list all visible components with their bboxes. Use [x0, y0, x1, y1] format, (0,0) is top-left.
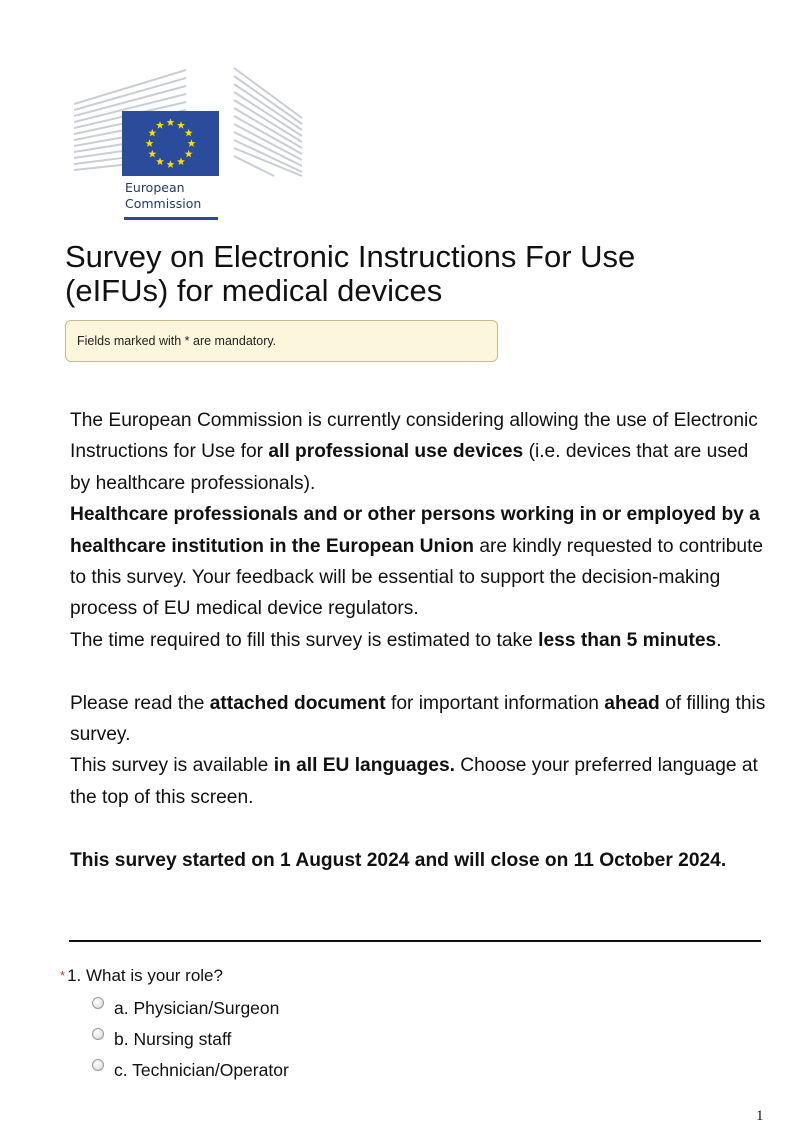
intro-paragraph-1	[70, 405, 770, 499]
option-nursing-staff[interactable]	[92, 1023, 289, 1054]
intro-paragraph-4	[70, 688, 770, 751]
bold-text: Healthcare professionals and or other persons working in or employed by a healthcare institution in the European Union	[70, 504, 760, 557]
intro-text	[70, 405, 770, 876]
logo-underline	[124, 217, 218, 220]
logo-line-1: European	[125, 180, 185, 195]
text-run: .	[716, 629, 722, 651]
text-run: for important information	[385, 692, 605, 714]
question-1-options	[92, 992, 289, 1085]
bold-text: ahead	[604, 692, 660, 714]
bold-text: in all EU languages.	[273, 755, 455, 777]
question-1-label: 1. What is your role?	[67, 966, 223, 985]
text-run: Please read the	[70, 692, 210, 714]
option-label: c. Technician/Operator	[114, 1059, 289, 1080]
text-run: Choose your preferred language at the top of this screen.	[70, 755, 758, 808]
mandatory-asterisk: *	[60, 968, 66, 983]
intro-paragraph-2	[70, 499, 770, 625]
intro-paragraph-5	[70, 750, 770, 813]
text-run: The European Commission is currently considering allowing the use of Electronic Instructions for Use for	[70, 410, 758, 463]
commission-building-icon	[74, 66, 304, 178]
page-number: 1	[756, 1108, 764, 1124]
option-label: a. Physician/Surgeon	[114, 997, 280, 1018]
text-run: The time required to fill this survey is estimated to take	[70, 629, 539, 651]
text-run: This survey is available	[70, 755, 274, 777]
page-title	[65, 240, 765, 308]
radio-button[interactable]	[92, 997, 104, 1009]
logo-text	[125, 180, 201, 212]
european-commission-logo	[74, 66, 304, 222]
section-divider	[69, 940, 761, 942]
page-title-line-2: (eIFUs) for medical devices	[65, 273, 443, 308]
intro-paragraph-3	[70, 625, 770, 656]
logo-line-2: Commission	[125, 196, 202, 211]
survey-dates	[70, 845, 770, 876]
option-physician-surgeon[interactable]	[92, 992, 289, 1023]
text-run: of filling this survey.	[70, 692, 766, 746]
bold-text: This survey started on 1 August 2024 and will close on 11 October 2024.	[70, 849, 727, 871]
bold-text: attached document	[209, 692, 386, 714]
text-run: are kindly requested to contribute to this survey. Your feedback will be essential to support the decision-making process of EU medical device regulators.	[70, 535, 764, 620]
radio-button[interactable]	[92, 1059, 104, 1071]
question-1	[60, 965, 223, 987]
mandatory-fields-notice: Fields marked with * are mandatory.	[65, 320, 498, 362]
option-label: b. Nursing staff	[114, 1028, 232, 1049]
option-technician-operator[interactable]	[92, 1054, 289, 1085]
text-run: (i.e. devices that are used by healthcare professionals).	[70, 441, 749, 494]
radio-button[interactable]	[92, 1028, 104, 1040]
page-title-line-1: Survey on Electronic Instructions For Use	[65, 239, 636, 274]
bold-text: less than 5 minutes	[538, 629, 717, 651]
bold-text: all professional use devices	[268, 441, 524, 463]
